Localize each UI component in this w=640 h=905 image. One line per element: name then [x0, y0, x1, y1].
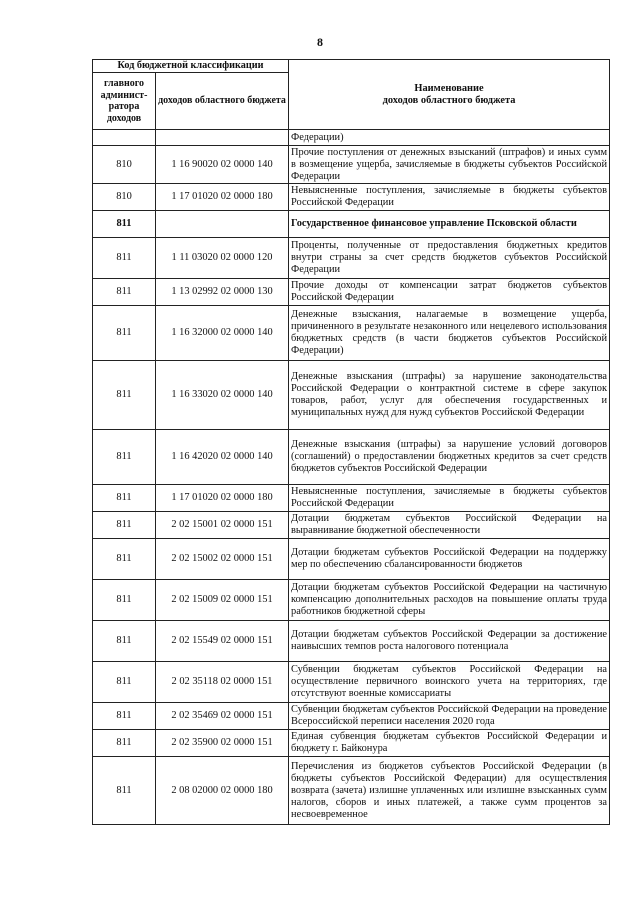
income-name-cell: Единая субвенция бюджетам субъектов Российской Федерации и бюджету г. Байконура [289, 730, 610, 757]
header-income-code: доходов областного бюджета [156, 73, 289, 130]
table-row [93, 184, 610, 211]
table-row [93, 279, 610, 306]
admin-code-cell: 811 [93, 621, 156, 662]
income-name-cell: Субвенции бюджетам субъектов Российской Федерации на проведение Всероссийской переписи населения 2020 года [289, 703, 610, 730]
admin-code-cell: 810 [93, 184, 156, 211]
admin-code-cell [93, 130, 156, 146]
admin-code-cell: 811 [93, 430, 156, 485]
table-row [93, 580, 610, 621]
header-admin: главного админист-ратора доходов [93, 73, 156, 130]
table-row [93, 430, 610, 485]
table-row [93, 621, 610, 662]
income-code-cell: 2 02 15001 02 0000 151 [156, 512, 289, 539]
income-code-cell: 1 16 90020 02 0000 140 [156, 146, 289, 184]
table-row [93, 130, 610, 146]
table-row [93, 361, 610, 430]
table-row [93, 238, 610, 279]
table-row [93, 539, 610, 580]
section-title-cell: Государственное финансовое управление Псковской области [289, 211, 610, 238]
income-code-cell: 2 02 35900 02 0000 151 [156, 730, 289, 757]
admin-code-cell: 811 [93, 279, 156, 306]
income-code-cell: 1 17 01020 02 0000 180 [156, 485, 289, 512]
income-code-cell: 2 02 35118 02 0000 151 [156, 662, 289, 703]
table-row [93, 730, 610, 757]
admin-code-cell: 811 [93, 703, 156, 730]
income-name-cell: Дотации бюджетам субъектов Российской Федерации на выравнивание бюджетной обеспеченности [289, 512, 610, 539]
income-code-cell: 2 02 15002 02 0000 151 [156, 539, 289, 580]
income-name-cell: Проценты, полученные от предоставления бюджетных кредитов внутри страны за счет средств бюджетов субъектов Российской Федерации [289, 238, 610, 279]
income-code-cell: 1 16 42020 02 0000 140 [156, 430, 289, 485]
income-name-cell: Денежные взыскания, налагаемые в возмещение ущерба, причиненного в результате незаконного или нецелевого использования бюджетных средств (в части бюджетов субъектов Российской Федерации) [289, 306, 610, 361]
admin-code-cell: 811 [93, 306, 156, 361]
income-name-cell: Прочие поступления от денежных взысканий (штрафов) и иных сумм в возмещение ущерба, зачисляемые в бюджеты субъектов Российской Федерации [289, 146, 610, 184]
admin-code-cell: 811 [93, 361, 156, 430]
income-name-cell: Перечисления из бюджетов субъектов Российской Федерации (в бюджеты субъектов Российской Федерации) для осуществления возврата (зачета) излишне уплаченных или излишне взысканных сумм налогов, сборов и иных платежей, а также сумм процентов за несвоевременное [289, 757, 610, 825]
income-name-cell: Денежные взыскания (штрафы) за нарушение условий договоров (соглашений) о предоставлении бюджетных кредитов за счет средств бюджетов субъектов Российской Федерации [289, 430, 610, 485]
admin-code-cell: 811 [93, 757, 156, 825]
admin-code-cell: 811 [93, 512, 156, 539]
income-name-cell: Денежные взыскания (штрафы) за нарушение законодательства Российской Федерации о контрактной системе в сфере закупок товаров, работ, услуг для обеспечения государственных и муниципальных нужд для нужд субъектов Российской Федерации [289, 361, 610, 430]
income-name-cell: Невыясненные поступления, зачисляемые в бюджеты субъектов Российской Федерации [289, 184, 610, 211]
income-code-cell: 1 13 02992 02 0000 130 [156, 279, 289, 306]
admin-code-cell: 811 [93, 580, 156, 621]
income-code-cell: 1 16 32000 02 0000 140 [156, 306, 289, 361]
income-name-cell: Дотации бюджетам субъектов Российской Федерации на поддержку мер по обеспечению сбалансированности бюджетов [289, 539, 610, 580]
admin-code-cell: 811 [93, 238, 156, 279]
admin-code-cell: 810 [93, 146, 156, 184]
header-income-name-line1: Наименование [414, 82, 484, 94]
income-code-cell: 2 02 15549 02 0000 151 [156, 621, 289, 662]
income-name-cell: Дотации бюджетам субъектов Российской Федерации на частичную компенсацию дополнительных расходов на повышение оплаты труда работников бюджетной сферы [289, 580, 610, 621]
income-code-cell: 2 02 35469 02 0000 151 [156, 703, 289, 730]
table-row [93, 512, 610, 539]
table-row [93, 703, 610, 730]
admin-code-cell: 811 [93, 539, 156, 580]
income-name-cell: Прочие доходы от компенсации затрат бюджетов субъектов Российской Федерации [289, 279, 610, 306]
table-row-section [93, 211, 610, 238]
income-code-cell [156, 211, 289, 238]
income-code-cell: 1 17 01020 02 0000 180 [156, 184, 289, 211]
income-code-cell: 2 02 15009 02 0000 151 [156, 580, 289, 621]
admin-code-cell: 811 [93, 485, 156, 512]
income-code-cell: 2 08 02000 02 0000 180 [156, 757, 289, 825]
table-row [93, 757, 610, 825]
table-row [93, 485, 610, 512]
income-name-cell: Субвенции бюджетам субъектов Российской Федерации на осуществление первичного воинского учета на территориях, где отсутствуют военные комиссариаты [289, 662, 610, 703]
income-name-cell: Дотации бюджетам субъектов Российской Федерации за достижение наивысших темпов роста налогового потенциала [289, 621, 610, 662]
header-income-name-line2: доходов областного бюджета [382, 94, 516, 106]
table-row [93, 306, 610, 361]
income-code-cell: 1 16 33020 02 0000 140 [156, 361, 289, 430]
income-name-cell: Невыясненные поступления, зачисляемые в бюджеты субъектов Российской Федерации [289, 485, 610, 512]
admin-code-cell: 811 [93, 662, 156, 703]
page-number: 8 [317, 35, 323, 49]
admin-code-cell: 811 [93, 730, 156, 757]
budget-classification-table [92, 59, 610, 825]
table-row [93, 662, 610, 703]
header-classification-code: Код бюджетной классификации [93, 60, 289, 73]
income-code-cell [156, 130, 289, 146]
table-row [93, 146, 610, 184]
header-income-name [289, 60, 610, 130]
income-code-cell: 1 11 03020 02 0000 120 [156, 238, 289, 279]
admin-code-cell: 811 [93, 211, 156, 238]
income-name-cell: Федерации) [289, 130, 610, 146]
